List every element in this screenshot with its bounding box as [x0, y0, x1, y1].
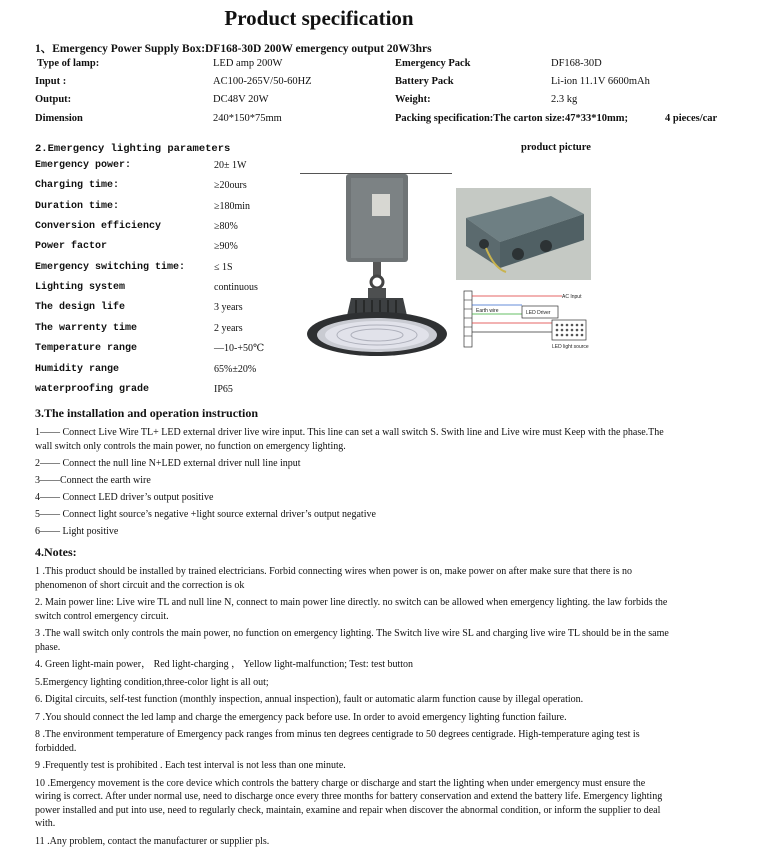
list-item: 2—— Connect the null line N+LED external driver null line input — [35, 458, 301, 469]
param-row — [35, 160, 285, 180]
hook — [371, 276, 383, 288]
param-row — [35, 180, 285, 200]
param-key: waterproofing grade — [35, 384, 150, 395]
list-item: 11 .Any problem, contact the manufacturer or supplier pls. — [35, 835, 270, 847]
cable-gland — [540, 240, 552, 252]
spec-value: Li-ion 11.1V 6600mAh — [551, 76, 650, 87]
led-driver-label: LED Driver — [526, 310, 551, 316]
section3-heading: 3.The installation and operation instruction — [35, 406, 259, 420]
param-key: The design life — [35, 302, 126, 313]
param-value: —10-+50℃ — [214, 343, 265, 354]
section1-heading: 1、Emergency Power Supply Box:DF168-30D 200W emergency output 20W3hrs — [35, 43, 432, 55]
page-title: Product specification — [224, 6, 414, 30]
param-row — [35, 343, 285, 363]
spec-key: Type of lamp: — [37, 58, 100, 69]
param-key: Conversion efficiency — [35, 221, 162, 232]
spec-key: Dimension — [35, 113, 83, 124]
param-value: ≥20ours — [214, 180, 247, 191]
param-value: ≤ 1S — [214, 262, 233, 273]
wiring-diagram — [462, 288, 592, 352]
param-row — [35, 323, 285, 343]
param-value: continuous — [214, 282, 258, 293]
list-item: 4—— Connect LED driver’s output positive — [35, 492, 214, 503]
section2-heading: 2.Emergency lighting parameters — [35, 143, 231, 155]
param-row — [35, 221, 285, 241]
param-key: Humidity range — [35, 364, 120, 375]
spec-key: Output: — [35, 94, 72, 105]
param-row — [35, 262, 285, 282]
emergency-pack-photo — [456, 188, 591, 280]
notes-list — [35, 565, 670, 852]
list-item: 2. Main power line: Live wire TL and null line N, connect to main power line directly. no switch can be allowed when emergency lighting. the law forbids the switch control emergency circuit. — [35, 597, 668, 622]
param-row — [35, 364, 285, 384]
spec-value: 2.3 kg — [551, 94, 578, 105]
list-item: 8 .The environment temperature of Emergency pack ranges from minus ten degrees centigrade to 50 degrees centigrade. High-temperature aging test is forbidded. — [35, 729, 640, 754]
param-key: Temperature range — [35, 343, 138, 354]
section4-heading: 4.Notes: — [35, 545, 77, 559]
spec-value: 240*150*75mm — [213, 113, 282, 124]
spec-key: Emergency Pack — [395, 58, 471, 69]
param-key: Duration time: — [35, 201, 120, 212]
list-item: 5—— Connect light source’s negative +light source external driver’s output negative — [35, 509, 376, 520]
param-row — [35, 282, 285, 302]
list-item: 4. Green light-main power， Red light-charging ， Yellow light-malfunction; Test: test button — [35, 659, 414, 670]
param-row — [35, 241, 285, 261]
led-source-label: LED light source — [552, 344, 589, 350]
param-value: ≥90% — [214, 241, 238, 252]
box-label — [372, 194, 390, 216]
param-key: The warrenty time — [35, 323, 138, 334]
param-value: 3 years — [214, 302, 243, 313]
param-key: Power factor — [35, 241, 108, 252]
param-key: Charging time: — [35, 180, 120, 191]
high-bay-lamp-image — [296, 172, 456, 404]
param-value: 65%±20% — [214, 364, 257, 375]
spec-key: Packing specification:The carton size:47*33*10mm; — [395, 113, 629, 124]
list-item: 7 .You should connect the led lamp and charge the emergency pack before use. In order to avoid emergency lighting function failure. — [35, 711, 567, 723]
param-key: Emergency switching time: — [35, 262, 186, 273]
list-item: 6—— Light positive — [35, 526, 119, 537]
list-item: 5.Emergency lighting condition,three-color light is all out; — [35, 676, 269, 688]
spec-value: LED amp 200W — [213, 58, 283, 69]
instruction-list — [35, 426, 670, 542]
spec-key: Battery Pack — [395, 76, 454, 87]
earth-label: Earth wire — [476, 308, 499, 314]
param-key: Emergency power: — [35, 160, 132, 171]
param-key: Lighting system — [35, 282, 126, 293]
list-item: 10 .Emergency movement is the core device which controls the battery charge or discharge and start the lighting when under emergency must ensure the wiring is correct. After under normal use, need to discharge once every three months for battery conservation and extend the battery life. Emergency lighting power installed and put into use, need to regularly check, maintain, examine and repair when discover the abnormal condition, or inform the supplier to deal with. — [35, 777, 663, 829]
list-item: 6. Digital circuits, self-test function (monthly inspection, annual inspection), fault or automatic alarm function cause by illegal operation. — [35, 694, 584, 705]
ac-input-label: AC Input — [562, 294, 582, 300]
param-value: 20± 1W — [214, 160, 247, 171]
product-picture-label: product picture — [521, 142, 591, 153]
spec-value: DC48V 20W — [213, 94, 269, 105]
param-row — [35, 384, 285, 404]
spec-value: 4 pieces/car — [665, 113, 718, 124]
param-value: ≥80% — [214, 221, 238, 232]
list-item: 3 .The wall switch only controls the main power, no function on emergency lighting. The Switch live wire SL and charging live wire TL should be in the same phase. — [35, 628, 669, 653]
cable-gland — [479, 239, 489, 249]
spec-value: DF168-30D — [551, 58, 602, 69]
param-value: 2 years — [214, 323, 243, 334]
spec-key: Input : — [35, 76, 67, 87]
list-item: 3——Connect the earth wire — [35, 475, 151, 486]
spec-value: AC100-265V/50-60HZ — [213, 76, 312, 87]
cable-gland — [512, 248, 524, 260]
param-row — [35, 201, 285, 221]
param-value: ≥180min — [214, 201, 251, 212]
list-item: 9 .Frequently test is prohibited . Each test interval is not less than one minute. — [35, 760, 346, 771]
param-row — [35, 302, 285, 322]
list-item: 1—— Connect Live Wire TL+ LED external driver live wire input. This line can set a wall switch S. Swith line and Live wire must Keep with the phase.The wall switch only controls the main power, no function on emergency lighting. — [35, 427, 664, 452]
list-item: 1 .This product should be installed by trained electricians. Forbid connecting wires when power is on, make power on after make sure that there is no phenomenon of short circuit and the correction is ok — [35, 566, 633, 591]
param-value: IP65 — [214, 384, 233, 395]
spec-key: Weight: — [395, 94, 431, 105]
